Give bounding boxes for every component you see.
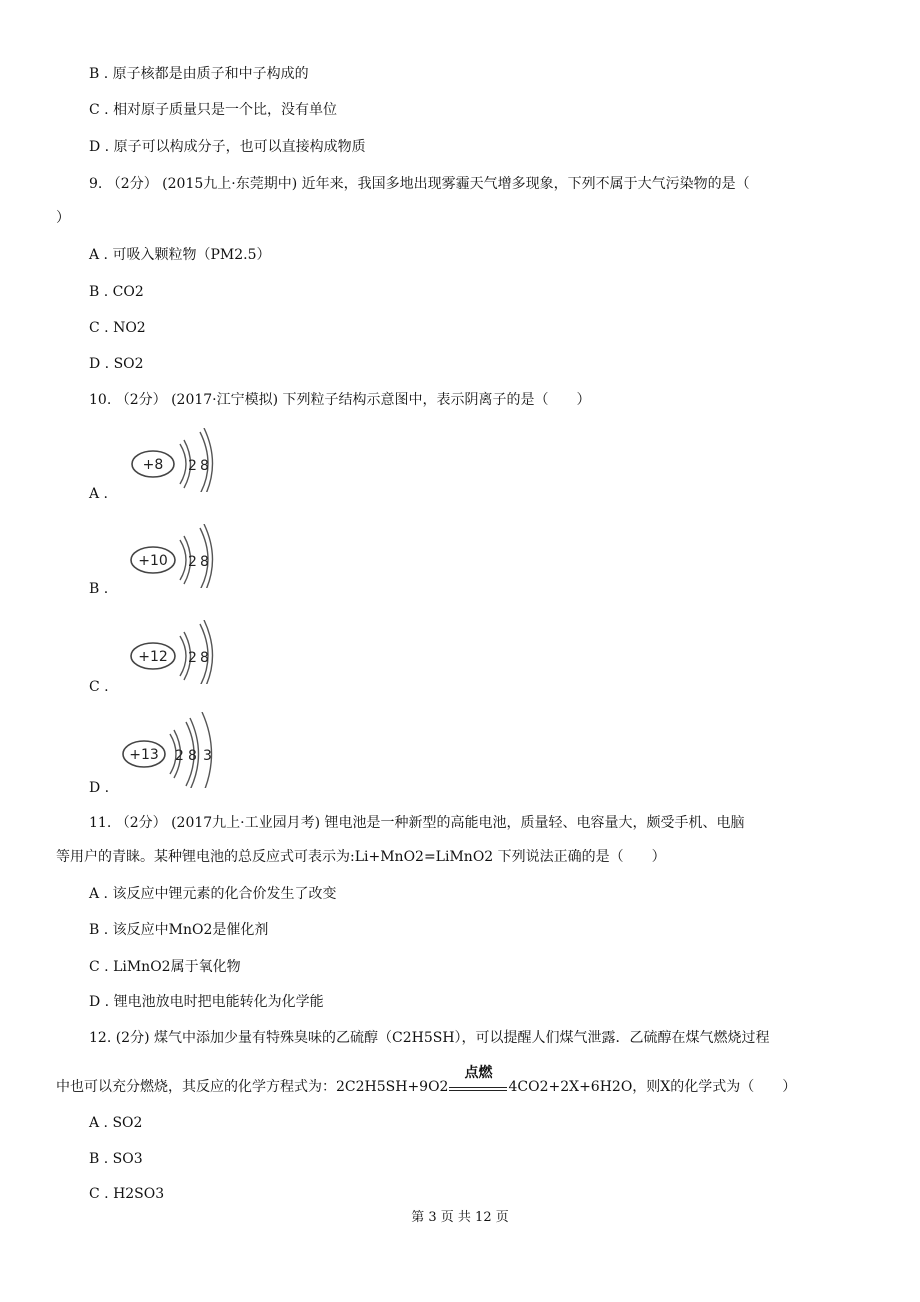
q9-option-d: D . SO2	[89, 356, 144, 372]
q12-option-b: B . SO3	[89, 1151, 143, 1167]
nucleus-label: +8	[142, 457, 164, 473]
shell-1-electrons: 2	[188, 650, 197, 666]
q11-option-d: D . 锂电池放电时把电能转化为化学能	[89, 994, 324, 1010]
shell-3-electrons: 3	[203, 748, 212, 764]
q8-option-b: B . 原子核都是由质子和中子构成的	[89, 66, 309, 82]
shell-2-electrons: 8	[200, 458, 209, 474]
condition-label: 点燃	[464, 1065, 493, 1081]
nucleus-label: +12	[138, 649, 168, 665]
q12-equation-line	[56, 1065, 797, 1097]
shell-1-electrons: 2	[175, 748, 184, 764]
q8-option-d: D . 原子可以构成分子，也可以直接构成物质	[89, 139, 366, 155]
atom-diagram-a	[120, 428, 230, 492]
page-footer: 第 3 页 共 12 页	[411, 1210, 509, 1225]
q9-option-c: C . NO2	[89, 320, 146, 336]
q11-option-a: A . 该反应中锂元素的化合价发生了改变	[89, 886, 337, 902]
q12-option-a: A . SO2	[89, 1115, 143, 1131]
nucleus-label: +13	[129, 747, 159, 763]
shell-1-electrons: 2	[188, 554, 197, 570]
q10-stem: 10. （2分） (2017·江宁模拟) 下列粒子结构示意图中，表示阴离子的是（ ）	[89, 392, 591, 408]
atom-diagram-c	[120, 620, 230, 684]
q11-stem-cont: 等用户的青睐。某种锂电池的总反应式可表示为:Li+MnO2=LiMnO2 下列说法正确的是（ ）	[56, 849, 666, 865]
q12-option-c: C . H2SO3	[89, 1186, 165, 1202]
q9-option-b: B . CO2	[89, 284, 144, 300]
nucleus-label: +10	[138, 553, 168, 569]
q10-option-b: B .	[89, 581, 109, 597]
q10-option-a: A .	[89, 486, 109, 502]
equation-products: 4CO2+2X+6H2O，则X的化学式为（ ）	[508, 1079, 797, 1095]
equals-sign	[449, 1087, 507, 1091]
shell-1-electrons: 2	[188, 458, 197, 474]
q9-option-a: A . 可吸入颗粒物（PM2.5）	[89, 247, 271, 263]
q10-option-c: C .	[89, 679, 109, 695]
q11-option-b: B . 该反应中MnO2是催化剂	[89, 922, 269, 938]
q12-stem: 12. (2分) 煤气中添加少量有特殊臭味的乙硫醇（C2H5SH），可以提醒人们煤气泄露．乙硫醇在煤气燃烧过程	[89, 1030, 770, 1046]
reaction-condition	[449, 1065, 507, 1097]
shell-2-electrons: 8	[200, 554, 209, 570]
equation-reactants: 中也可以充分燃烧，其反应的化学方程式为：2C2H5SH+9O2	[56, 1079, 449, 1095]
shell-2-electrons: 8	[200, 650, 209, 666]
q9-stem-cont: ）	[56, 210, 70, 226]
q11-stem: 11. （2分） (2017九上·工业园月考) 锂电池是一种新型的高能电池，质量轻、电容量大，颇受手机、电脑	[89, 815, 745, 831]
q8-option-c: C . 相对原子质量只是一个比，没有单位	[89, 102, 338, 118]
q11-option-c: C . LiMnO2属于氧化物	[89, 959, 241, 975]
shell-2-electrons: 8	[188, 748, 197, 764]
q9-stem: 9. （2分） (2015九上·东莞期中) 近年来，我国多地出现雾霾天气增多现象，下列不属于大气污染物的是（	[89, 176, 750, 192]
q10-option-d: D .	[89, 780, 110, 796]
atom-diagram-d	[120, 712, 230, 788]
atom-diagram-b	[120, 524, 230, 588]
